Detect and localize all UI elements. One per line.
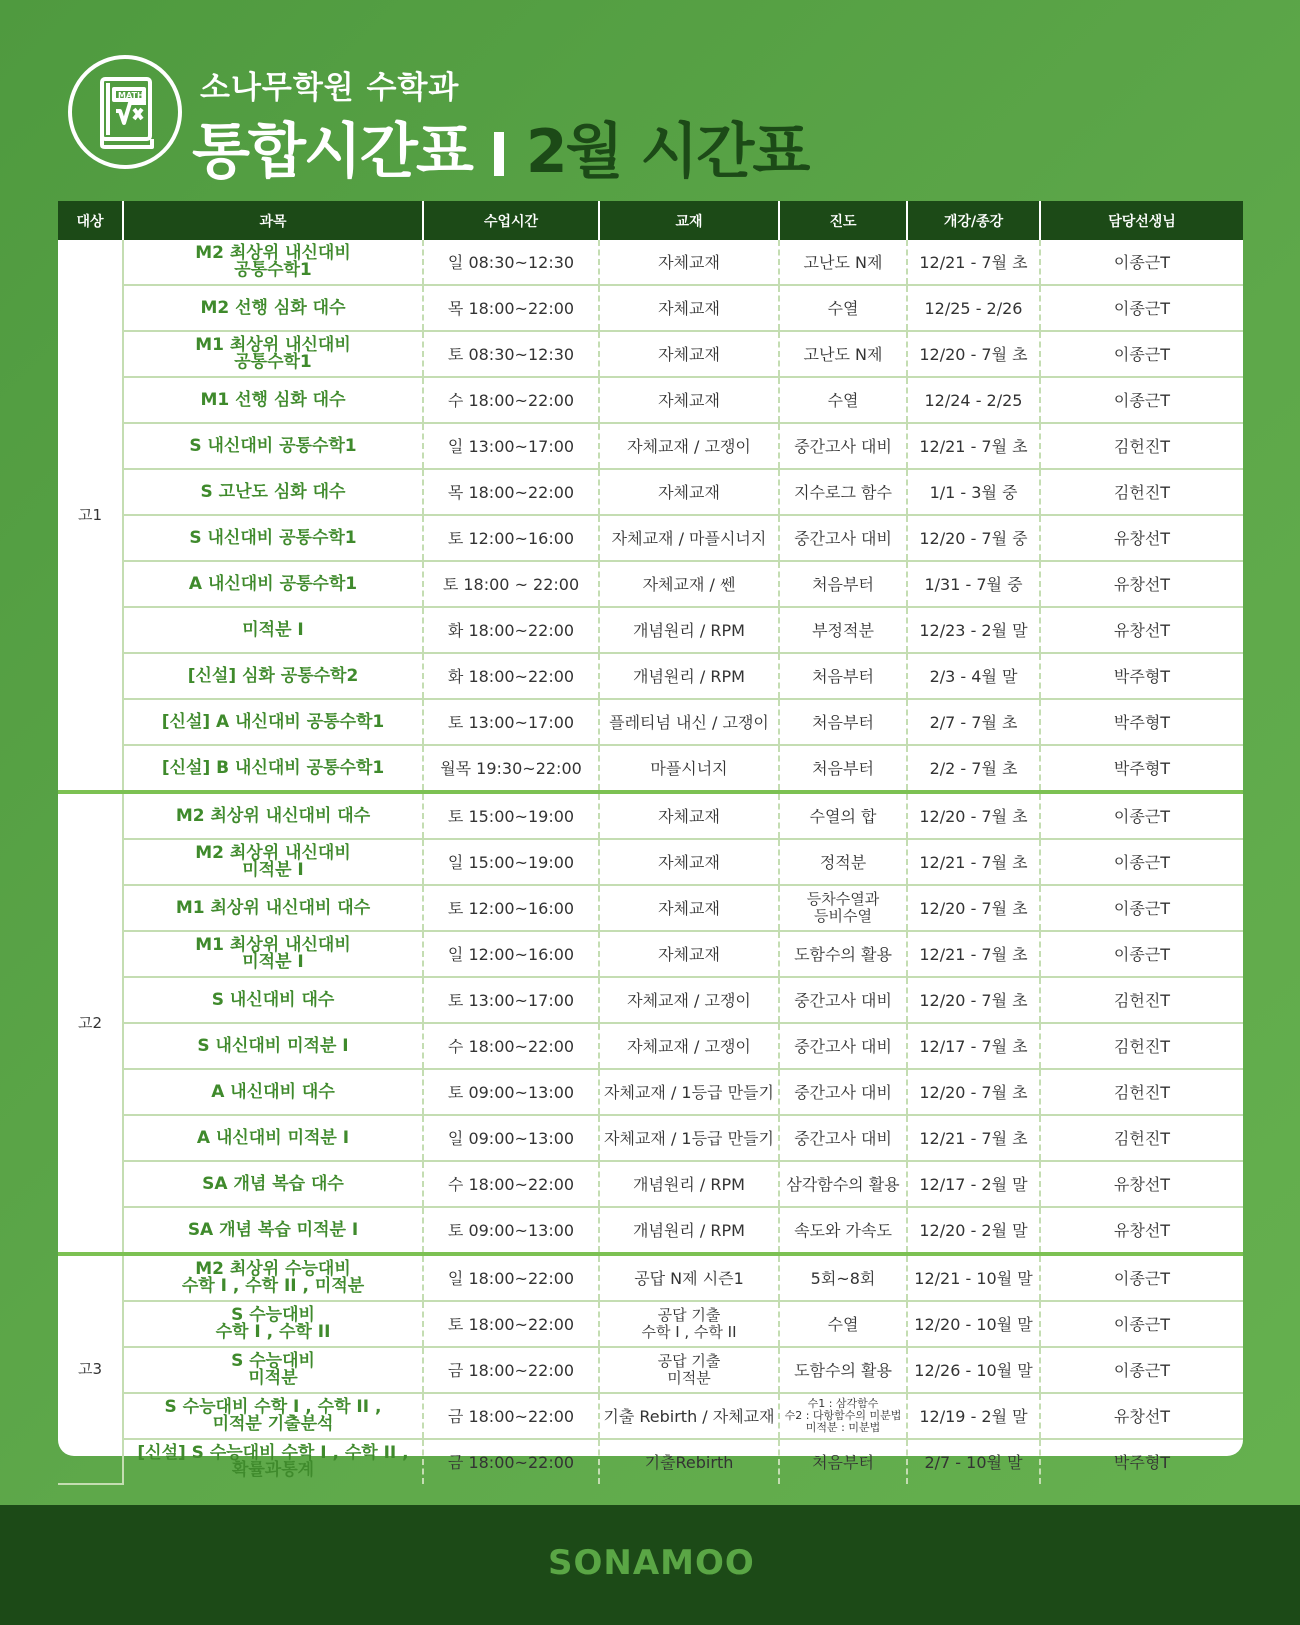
- column-header-target: 대상: [58, 201, 123, 240]
- period-cell: 12/20 - 7월 초: [907, 977, 1040, 1023]
- period-cell: 12/25 - 2/26: [907, 285, 1040, 331]
- teacher-cell: 박주형T: [1040, 699, 1243, 745]
- book-cell: 자체교재: [599, 377, 779, 423]
- time-cell: 일 12:00~16:00: [423, 931, 599, 977]
- time-cell: 토 18:00 ~ 22:00: [423, 561, 599, 607]
- subject-cell: M1 최상위 내신대비 미적분 I: [123, 931, 423, 977]
- progress-cell: 등차수열과 등비수열: [779, 885, 907, 931]
- subject-cell: [신설] A 내신대비 공통수학1: [123, 699, 423, 745]
- subject-cell: S 수능대비 수학 I , 수학 II: [123, 1301, 423, 1347]
- book-cell: 자체교재 / 1등급 만들기: [599, 1069, 779, 1115]
- column-header-book: 교재: [599, 201, 779, 240]
- period-cell: 12/20 - 7월 초: [907, 1069, 1040, 1115]
- table-row: [58, 1301, 1243, 1347]
- table-row: [58, 515, 1243, 561]
- period-cell: 12/20 - 7월 초: [907, 792, 1040, 839]
- book-cell: 공답 기출 수학 I , 수학 II: [599, 1301, 779, 1347]
- time-cell: 토 12:00~16:00: [423, 515, 599, 561]
- book-cell: 자체교재 / 1등급 만들기: [599, 1115, 779, 1161]
- book-cell: 개념원리 / RPM: [599, 607, 779, 653]
- teacher-cell: 이종근T: [1040, 931, 1243, 977]
- progress-cell: 중간고사 대비: [779, 977, 907, 1023]
- title-main: 통합시간표: [192, 117, 472, 187]
- progress-cell: 중간고사 대비: [779, 515, 907, 561]
- subject-cell: [신설] S 수능대비 수학 I , 수학 II , 확률과통계: [137, 1443, 409, 1480]
- subject-cell: S 내신대비 공통수학1: [123, 423, 423, 469]
- teacher-cell: 이종근T: [1040, 1254, 1243, 1301]
- table-row: [58, 1207, 1243, 1254]
- subject-cell: [신설] 심화 공통수학2: [123, 653, 423, 699]
- title-divider: [494, 132, 504, 176]
- table-row: [58, 1161, 1243, 1207]
- subject-cell: M2 최상위 내신대비 공통수학1: [123, 240, 423, 285]
- book-cell: 자체교재 / 쎈: [599, 561, 779, 607]
- table-row: [58, 1069, 1243, 1115]
- book-cell: 자체교재: [599, 885, 779, 931]
- page-title: [192, 104, 808, 190]
- period-cell: 1/1 - 3월 중: [907, 469, 1040, 515]
- progress-cell: 수열: [779, 285, 907, 331]
- period-cell: 2/2 - 7월 초: [907, 745, 1040, 792]
- book-cell: 개념원리 / RPM: [599, 1161, 779, 1207]
- progress-cell: 수열: [779, 377, 907, 423]
- table-row: [58, 1393, 1243, 1439]
- subject-cell: SA 개념 복습 대수: [123, 1161, 423, 1207]
- table-row: [58, 423, 1243, 469]
- progress-cell: 중간고사 대비: [779, 423, 907, 469]
- book-cell: 공답 N제 시즌1: [599, 1254, 779, 1301]
- teacher-cell: 유창선T: [1040, 607, 1243, 653]
- teacher-cell: 김헌진T: [1040, 469, 1243, 515]
- period-cell: 2/7 - 7월 초: [907, 699, 1040, 745]
- progress-cell: 중간고사 대비: [779, 1115, 907, 1161]
- progress-cell: 중간고사 대비: [779, 1023, 907, 1069]
- time-cell: 수 18:00~22:00: [423, 1023, 599, 1069]
- table-row: [58, 240, 1243, 285]
- teacher-cell: 유창선T: [1040, 561, 1243, 607]
- period-cell: 12/17 - 7월 초: [907, 1023, 1040, 1069]
- table-row: [58, 1347, 1243, 1393]
- progress-cell: 5회~8회: [779, 1254, 907, 1301]
- table-row: [58, 653, 1243, 699]
- time-cell: 화 18:00~22:00: [423, 653, 599, 699]
- table-row: [58, 1115, 1243, 1161]
- period-cell: 2/3 - 4월 말: [907, 653, 1040, 699]
- teacher-cell: 박주형T: [1040, 745, 1243, 792]
- subject-cell: M2 최상위 내신대비 미적분 I: [123, 839, 423, 885]
- time-cell: 토 09:00~13:00: [423, 1069, 599, 1115]
- table-row: [58, 977, 1243, 1023]
- period-cell: 12/24 - 2/25: [907, 377, 1040, 423]
- title-month: 2월 시간표: [525, 117, 809, 187]
- table-row: [58, 745, 1243, 792]
- time-cell: 토 13:00~17:00: [423, 977, 599, 1023]
- teacher-cell: 이종근T: [1040, 1301, 1243, 1347]
- table-row: [58, 285, 1243, 331]
- book-cell: 자체교재 / 마플시너지: [599, 515, 779, 561]
- footer: [0, 1505, 1300, 1625]
- progress-cell: 수1 : 삼각함수 수2 : 다항함수의 미분법 미적분 : 미분법: [779, 1393, 907, 1439]
- book-cell: 자체교재 / 고쟁이: [599, 977, 779, 1023]
- period-cell: 2/7 - 10월 말: [907, 1439, 1040, 1484]
- grade-cell: 고3: [58, 1254, 123, 1484]
- time-cell: 금 18:00~22:00: [423, 1439, 599, 1484]
- subject-cell: M1 최상위 내신대비 대수: [123, 885, 423, 931]
- period-cell: 12/21 - 7월 초: [907, 240, 1040, 285]
- table-row: [58, 561, 1243, 607]
- progress-cell: 부정적분: [779, 607, 907, 653]
- academy-subtitle: 소나무학원 수학과: [200, 70, 460, 106]
- subject-cell: S 내신대비 대수: [123, 977, 423, 1023]
- progress-cell: 처음부터: [779, 699, 907, 745]
- book-cell: 자체교재: [599, 469, 779, 515]
- teacher-cell: 유창선T: [1040, 1393, 1243, 1439]
- subject-cell: M1 선행 심화 대수: [123, 377, 423, 423]
- progress-cell: 속도와 가속도: [779, 1207, 907, 1254]
- book-cell: 개념원리 / RPM: [599, 1207, 779, 1254]
- timetable-grid: [58, 201, 1243, 1485]
- period-cell: 12/20 - 7월 중: [907, 515, 1040, 561]
- header-row: [58, 201, 1243, 240]
- column-header-teacher: 담당선생님: [1040, 201, 1243, 240]
- teacher-cell: 이종근T: [1040, 331, 1243, 377]
- table-row: [58, 607, 1243, 653]
- progress-cell: 고난도 N제: [779, 331, 907, 377]
- subject-cell: S 수능대비 미적분: [123, 1347, 423, 1393]
- period-cell: 1/31 - 7월 중: [907, 561, 1040, 607]
- progress-cell: 처음부터: [779, 561, 907, 607]
- teacher-cell: 김헌진T: [1040, 423, 1243, 469]
- time-cell: 목 18:00~22:00: [423, 285, 599, 331]
- period-cell: 12/17 - 2월 말: [907, 1161, 1040, 1207]
- timetable-body: [58, 240, 1243, 1484]
- time-cell: 금 18:00~22:00: [423, 1393, 599, 1439]
- table-row: [58, 469, 1243, 515]
- time-cell: 토 08:30~12:30: [423, 331, 599, 377]
- teacher-cell: 김헌진T: [1040, 1115, 1243, 1161]
- time-cell: 토 09:00~13:00: [423, 1207, 599, 1254]
- teacher-cell: 이종근T: [1040, 285, 1243, 331]
- svg-text:MATH: MATH: [118, 91, 144, 100]
- table-row: [58, 792, 1243, 839]
- period-cell: 12/20 - 10월 말: [907, 1301, 1040, 1347]
- book-cell: 기출Rebirth: [599, 1439, 779, 1484]
- grade-cell: 고1: [58, 240, 123, 792]
- period-cell: 12/26 - 10월 말: [907, 1347, 1040, 1393]
- time-cell: 수 18:00~22:00: [423, 377, 599, 423]
- period-cell: 12/21 - 7월 초: [907, 423, 1040, 469]
- time-cell: 일 15:00~19:00: [423, 839, 599, 885]
- table-row: [58, 1439, 1243, 1484]
- time-cell: 일 08:30~12:30: [423, 240, 599, 285]
- period-cell: 12/20 - 2월 말: [907, 1207, 1040, 1254]
- time-cell: 토 13:00~17:00: [423, 699, 599, 745]
- column-header-progress: 진도: [779, 201, 907, 240]
- teacher-cell: 이종근T: [1040, 240, 1243, 285]
- teacher-cell: 유창선T: [1040, 515, 1243, 561]
- column-header-period: 개강/종강: [907, 201, 1040, 240]
- progress-cell: 처음부터: [779, 745, 907, 792]
- subject-cell: A 내신대비 대수: [123, 1069, 423, 1115]
- progress-cell: 지수로그 함수: [779, 469, 907, 515]
- time-cell: 화 18:00~22:00: [423, 607, 599, 653]
- table-row: [58, 331, 1243, 377]
- time-cell: 일 13:00~17:00: [423, 423, 599, 469]
- subject-cell: [신설] B 내신대비 공통수학1: [123, 745, 423, 792]
- subject-cell: M2 선행 심화 대수: [123, 285, 423, 331]
- book-cell: 자체교재 / 고쟁이: [599, 1023, 779, 1069]
- book-cell: 자체교재: [599, 931, 779, 977]
- book-cell: 기출 Rebirth / 자체교재: [599, 1393, 779, 1439]
- sonamoo-logo: SONAMOO: [548, 1543, 755, 1583]
- teacher-cell: 박주형T: [1040, 1439, 1243, 1484]
- teacher-cell: 박주형T: [1040, 653, 1243, 699]
- table-row: [58, 839, 1243, 885]
- time-cell: 수 18:00~22:00: [423, 1161, 599, 1207]
- book-cell: 자체교재: [599, 285, 779, 331]
- teacher-cell: 이종근T: [1040, 839, 1243, 885]
- book-cell: 자체교재: [599, 240, 779, 285]
- progress-cell: 처음부터: [779, 653, 907, 699]
- progress-cell: 삼각함수의 활용: [779, 1161, 907, 1207]
- teacher-cell: 유창선T: [1040, 1161, 1243, 1207]
- table-row: [58, 377, 1243, 423]
- progress-cell: 수열의 합: [779, 792, 907, 839]
- subject-cell: M1 최상위 내신대비 공통수학1: [123, 331, 423, 377]
- period-cell: 12/20 - 7월 초: [907, 331, 1040, 377]
- progress-cell: 수열: [779, 1301, 907, 1347]
- progress-cell: 고난도 N제: [779, 240, 907, 285]
- period-cell: 12/20 - 7월 초: [907, 885, 1040, 931]
- math-book-icon: [68, 55, 182, 169]
- progress-cell: 정적분: [779, 839, 907, 885]
- timetable: [58, 201, 1243, 1480]
- subject-cell: S 내신대비 미적분 I: [123, 1023, 423, 1069]
- time-cell: 토 18:00~22:00: [423, 1301, 599, 1347]
- subject-cell: S 내신대비 공통수학1: [123, 515, 423, 561]
- time-cell: 토 12:00~16:00: [423, 885, 599, 931]
- column-header-time: 수업시간: [423, 201, 599, 240]
- table-row: [58, 885, 1243, 931]
- subject-cell: S 수능대비 수학 I , 수학 II , 미적분 기출분석: [123, 1393, 423, 1439]
- subject-cell: A 내신대비 미적분 I: [123, 1115, 423, 1161]
- teacher-cell: 이종근T: [1040, 1347, 1243, 1393]
- time-cell: 금 18:00~22:00: [423, 1347, 599, 1393]
- time-cell: 토 15:00~19:00: [423, 792, 599, 839]
- progress-cell: 도함수의 활용: [779, 931, 907, 977]
- book-cell: 공답 기출 미적분: [599, 1347, 779, 1393]
- time-cell: 목 18:00~22:00: [423, 469, 599, 515]
- table-row: [58, 931, 1243, 977]
- period-cell: 12/21 - 7월 초: [907, 931, 1040, 977]
- teacher-cell: 김헌진T: [1040, 1023, 1243, 1069]
- period-cell: 12/19 - 2월 말: [907, 1393, 1040, 1439]
- table-row: [58, 1023, 1243, 1069]
- book-cell: 자체교재: [599, 792, 779, 839]
- teacher-cell: 유창선T: [1040, 1207, 1243, 1254]
- table-row: [58, 1254, 1243, 1301]
- book-cell: 개념원리 / RPM: [599, 653, 779, 699]
- header: [0, 0, 1300, 200]
- subject-cell: M2 최상위 수능대비 수학 I , 수학 II , 미적분: [123, 1254, 423, 1301]
- progress-cell: 처음부터: [779, 1439, 907, 1484]
- period-cell: 12/21 - 7월 초: [907, 839, 1040, 885]
- grade-cell: 고2: [58, 792, 123, 1254]
- time-cell: 월목 19:30~22:00: [423, 745, 599, 792]
- book-cell: 자체교재: [599, 839, 779, 885]
- table-row: [58, 699, 1243, 745]
- progress-cell: 도함수의 활용: [779, 1347, 907, 1393]
- teacher-cell: 이종근T: [1040, 377, 1243, 423]
- period-cell: 12/23 - 2월 말: [907, 607, 1040, 653]
- subject-cell: SA 개념 복습 미적분 I: [123, 1207, 423, 1254]
- period-cell: 12/21 - 7월 초: [907, 1115, 1040, 1161]
- teacher-cell: 김헌진T: [1040, 1069, 1243, 1115]
- book-cell: 마플시너지: [599, 745, 779, 792]
- time-cell: 일 18:00~22:00: [423, 1254, 599, 1301]
- subject-cell: A 내신대비 공통수학1: [123, 561, 423, 607]
- book-cell: 자체교재: [599, 331, 779, 377]
- teacher-cell: 이종근T: [1040, 792, 1243, 839]
- subject-cell: 미적분 I: [123, 607, 423, 653]
- time-cell: 일 09:00~13:00: [423, 1115, 599, 1161]
- subject-cell: M2 최상위 내신대비 대수: [123, 792, 423, 839]
- subject-cell: S 고난도 심화 대수: [123, 469, 423, 515]
- column-header-subject: 과목: [123, 201, 423, 240]
- book-cell: 자체교재 / 고쟁이: [599, 423, 779, 469]
- teacher-cell: 김헌진T: [1040, 977, 1243, 1023]
- period-cell: 12/21 - 10월 말: [907, 1254, 1040, 1301]
- teacher-cell: 이종근T: [1040, 885, 1243, 931]
- book-cell: 플레티넘 내신 / 고쟁이: [599, 699, 779, 745]
- progress-cell: 중간고사 대비: [779, 1069, 907, 1115]
